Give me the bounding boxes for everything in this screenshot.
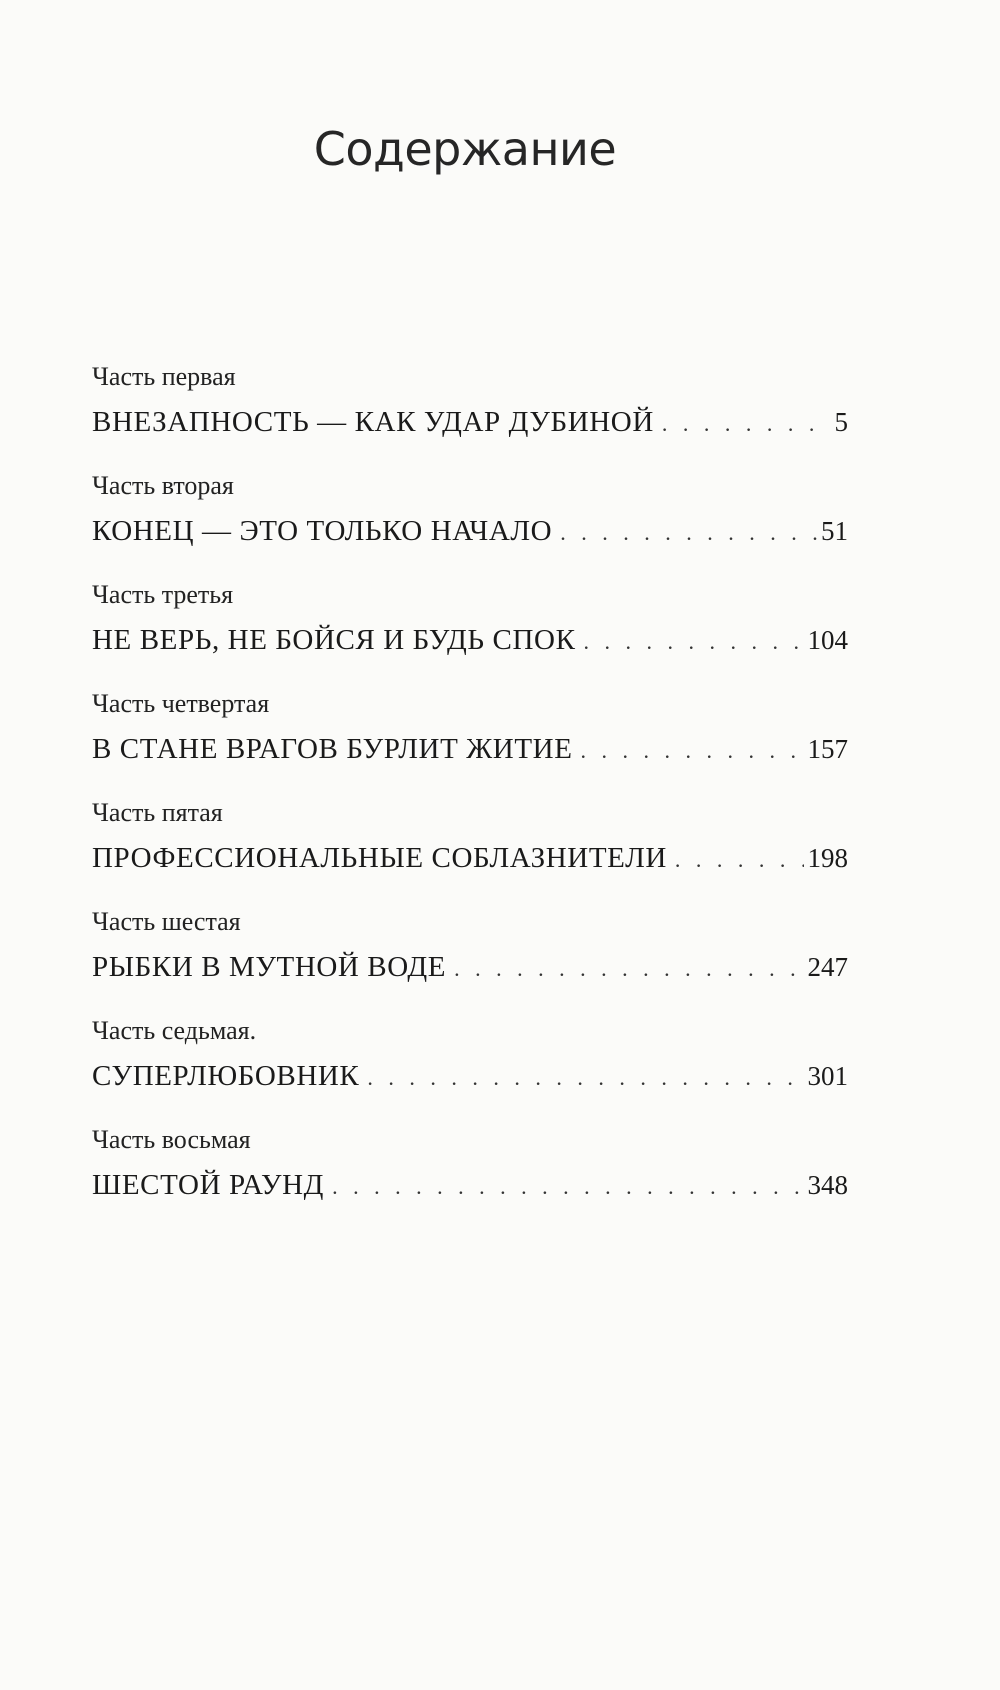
entry-line xyxy=(92,840,848,878)
entry-title: В СТАНЕ ВРАГОВ БУРЛИТ ЖИТИЕ xyxy=(92,733,573,765)
page-number: 348 xyxy=(807,1170,848,1200)
entry-title: НЕ ВЕРЬ, НЕ БОЙСЯ И БУДЬ СПОК xyxy=(92,624,576,656)
page-number: 157 xyxy=(807,734,848,764)
table-of-contents xyxy=(92,362,848,1234)
toc-entry xyxy=(92,798,848,907)
entry-line xyxy=(92,1058,848,1096)
page-number: 104 xyxy=(807,625,848,655)
dot-leader xyxy=(454,951,803,987)
dot-leader xyxy=(662,406,831,442)
entry-title: ПРОФЕССИОНАЛЬНЫЕ СОБЛАЗНИТЕЛИ xyxy=(92,842,667,874)
toc-entry xyxy=(92,471,848,580)
page-number: 198 xyxy=(807,843,848,873)
dot-leader xyxy=(584,624,804,660)
toc-entry xyxy=(92,362,848,471)
page-number: 5 xyxy=(834,407,848,437)
entry-title: РЫБКИ В МУТНОЙ ВОДЕ xyxy=(92,951,447,983)
entry-title: ВНЕЗАПНОСТЬ — КАК УДАР ДУБИНОЙ xyxy=(92,406,654,438)
entry-line xyxy=(92,513,848,551)
entry-title: ШЕСТОЙ РАУНД xyxy=(92,1169,325,1201)
entry-title: СУПЕРЛЮБОВНИК xyxy=(92,1060,360,1092)
part-label: Часть четвертая xyxy=(92,689,270,718)
part-label: Часть вторая xyxy=(92,471,234,500)
part-label: Часть первая xyxy=(92,362,236,391)
entry-line xyxy=(92,622,848,660)
dot-leader xyxy=(581,733,804,769)
dot-leader xyxy=(332,1169,803,1205)
entry-line xyxy=(92,949,848,987)
toc-entry xyxy=(92,907,848,1016)
entry-line xyxy=(92,1167,848,1205)
page-number: 301 xyxy=(807,1061,848,1091)
entry-line xyxy=(92,731,848,769)
part-label: Часть шестая xyxy=(92,907,241,936)
toc-entry xyxy=(92,689,848,798)
toc-entry xyxy=(92,580,848,689)
toc-entry xyxy=(92,1016,848,1125)
page-number: 51 xyxy=(821,516,848,546)
entry-title: КОНЕЦ — ЭТО ТОЛЬКО НАЧАЛО xyxy=(92,515,553,547)
dot-leader xyxy=(367,1060,803,1096)
dot-leader xyxy=(675,842,804,878)
part-label: Часть седьмая. xyxy=(92,1016,257,1045)
page-title: Содержание xyxy=(313,122,617,176)
dot-leader xyxy=(560,515,817,551)
part-label: Часть восьмая xyxy=(92,1125,251,1154)
page-number: 247 xyxy=(807,952,848,982)
toc-entry xyxy=(92,1125,848,1234)
entry-line xyxy=(92,404,848,442)
part-label: Часть третья xyxy=(92,580,234,609)
part-label: Часть пятая xyxy=(92,798,223,827)
